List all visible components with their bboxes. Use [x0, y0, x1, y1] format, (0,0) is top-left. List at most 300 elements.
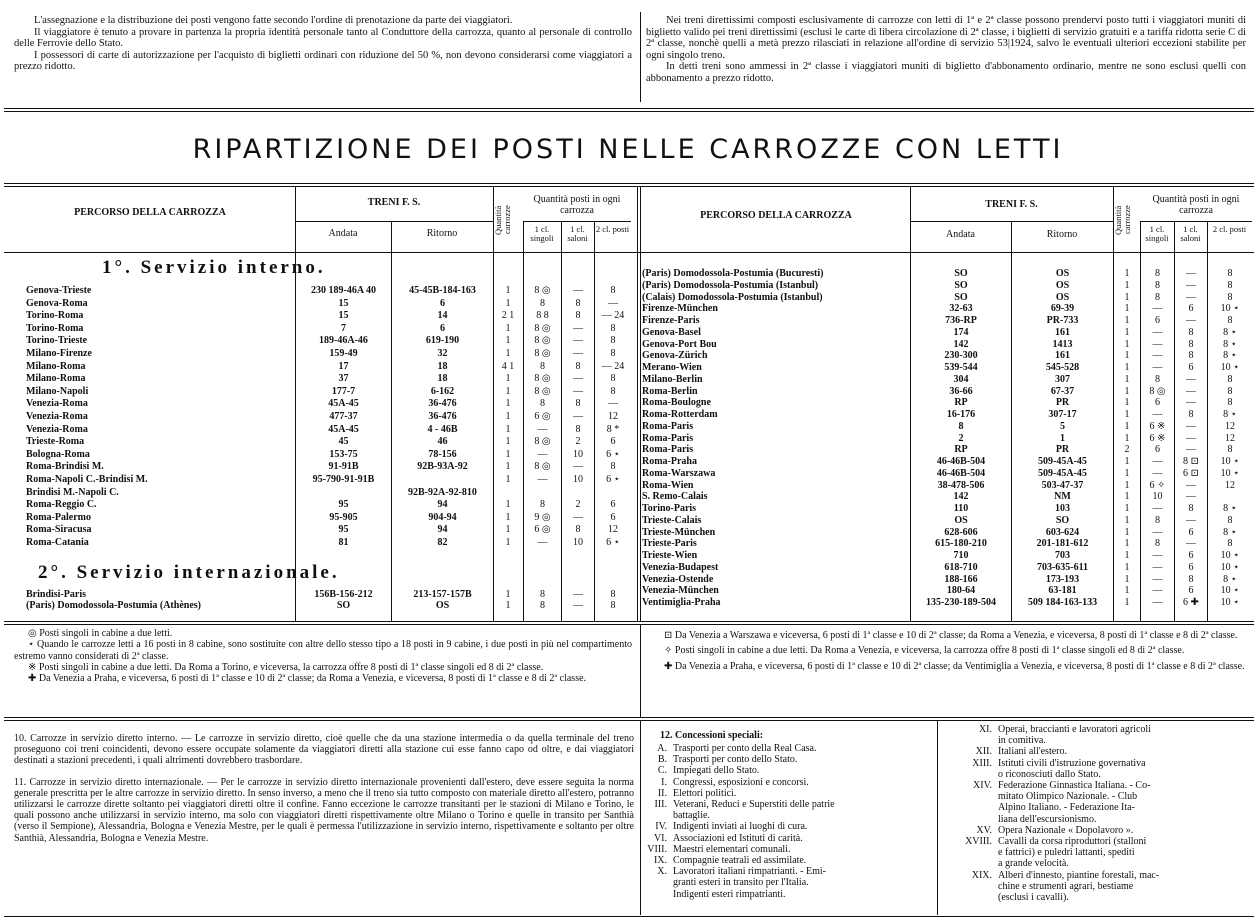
- first-class-saloni: 8 ⊡: [1183, 456, 1199, 467]
- concession-code: XI.: [978, 724, 992, 735]
- ritorno-trains: 545-528: [1045, 362, 1080, 373]
- carriage-count: 1: [1124, 397, 1130, 409]
- route-name: S. Remo-Calais: [642, 491, 708, 503]
- divider: [640, 12, 641, 102]
- concession-text: Maestri elementari comunali.: [673, 843, 791, 855]
- ritorno-trains: 78-156: [428, 448, 457, 460]
- table-row: [0, 515, 1256, 526]
- ritorno-trains: 14: [437, 310, 448, 322]
- concession-text: Impiegati dello Stato.: [673, 765, 760, 777]
- carriage-count: 1: [505, 461, 511, 473]
- divider: [4, 183, 1254, 184]
- ritorno-trains: 18: [437, 373, 448, 385]
- legend-item: ◎ Posti singoli in cabine a due letti.: [28, 628, 173, 639]
- andata-trains: 8: [958, 420, 964, 432]
- ritorno-trains: 36-476: [428, 411, 457, 422]
- concession-item: [942, 836, 1242, 847]
- second-class-seats: 8: [610, 589, 616, 600]
- route-name: Roma-Reggio C.: [26, 499, 97, 511]
- route-name: Venezia-Budapest: [642, 561, 719, 573]
- first-class-saloni: —: [1186, 385, 1196, 397]
- note-paragraph: Nei treni direttissimi composti esclusivamente di carrozze con letti di 1ª e 2ª classe possono prendervi posto tutti i viaggiatori muniti di biglietto valido pei treni direttissimi (esclusi le carte di libera circolazione di 2ª classe, i biglietti di servizio gratuiti e a tariffa ridotta serie C di 2ª classe, nonchè quelli a metà prezzo rilasciati in relazione all'ordine di servizio 53|1924, salvo le eventuali ulteriori eccezioni stabilite per ogni singolo treno.: [646, 15, 1246, 61]
- first-class-saloni: —: [573, 285, 583, 296]
- second-class-seats: 8: [1227, 397, 1233, 409]
- concession-item: [942, 825, 1242, 836]
- first-class-saloni: 10: [573, 474, 583, 485]
- first-class-saloni: —: [573, 335, 583, 347]
- second-class-seats: 8: [1227, 385, 1233, 397]
- table-row: [0, 444, 1256, 455]
- table-row: [0, 574, 1256, 585]
- carriage-count: 1: [1124, 561, 1130, 573]
- first-class-saloni: —: [573, 600, 583, 611]
- table-row: [0, 268, 1256, 279]
- first-class-singles: 8 ◎: [534, 385, 551, 397]
- ritorno-trains: 63-181: [1048, 585, 1077, 597]
- concession-code: IV.: [655, 821, 667, 833]
- second-class-seats: 6: [610, 436, 616, 448]
- first-class-singles: 6 ※: [1149, 420, 1166, 432]
- route-name: Roma-Paris: [642, 444, 694, 456]
- carriage-count: 1: [1124, 467, 1130, 479]
- concession-item: [645, 765, 945, 776]
- carriage-count: 1: [505, 348, 511, 359]
- concession-text: Elettori politici.: [673, 787, 737, 799]
- route-name: Milano-Firenze: [26, 348, 92, 359]
- carriage-count: 1: [1124, 585, 1130, 597]
- andata-trains: 615-180-210: [935, 538, 987, 550]
- second-class-seats: 8 ⋆: [1223, 573, 1237, 585]
- table-row: [0, 280, 1256, 291]
- andata-trains: 477-37: [329, 411, 358, 422]
- concession-code: VIII.: [647, 843, 667, 855]
- route-name: Roma-Palermo: [26, 511, 91, 523]
- ritorno-trains: 509 184-163-133: [1027, 597, 1098, 608]
- first-class-saloni: —: [573, 322, 583, 334]
- carriage-count: 1: [505, 385, 511, 397]
- section-heading-internazionale: 2°. Servizio internazionale.: [38, 562, 340, 583]
- column-header-singles: 1 cl. singoli: [530, 224, 554, 243]
- column-header-carriages: Quantità carrozze: [493, 205, 512, 235]
- route-name: (Paris) Domodossola-Postumia (Bucuresti): [642, 268, 824, 279]
- first-class-saloni: —: [1186, 479, 1196, 491]
- second-class-seats: 10 ⋆: [1220, 362, 1240, 373]
- legend-item: ✚ Da Venezia a Praha, e viceversa, 6 posti di 1ª classe e 10 di 2ª classe; da Roma a Venezia, e viceversa, 8 posti di 1ª classe e 8 di 2ª classe.: [28, 673, 587, 685]
- andata-trains: 304: [953, 373, 969, 385]
- first-class-saloni: —: [1186, 291, 1196, 303]
- first-class-saloni: —: [1186, 444, 1196, 456]
- concession-text: (esclusi i cavalli).: [998, 892, 1069, 903]
- legend-item: ✚ Da Venezia a Praha, e viceversa, 6 posti di 1ª classe e 10 di 2ª classe; da Ventimiglia a Venezia, e viceversa, 8 posti di 1ª classe e 8 di 2ª classe.: [664, 660, 1245, 672]
- route-name: (Paris) Domodossola-Postumia (Athènes): [26, 600, 201, 611]
- second-class-seats: 8: [1227, 444, 1233, 456]
- andata-trains: OS: [954, 514, 968, 526]
- carriage-count: 1: [1124, 597, 1130, 608]
- ritorno-trains: 94: [437, 524, 448, 536]
- concession-item: [645, 866, 945, 877]
- first-class-saloni: 8: [1188, 409, 1194, 420]
- concession-text: Associazioni ed Istituti di carità.: [673, 832, 803, 844]
- route-name: Roma-Paris: [642, 432, 694, 444]
- second-class-seats: 10 ⋆: [1220, 561, 1240, 573]
- table-row: [0, 374, 1256, 385]
- second-class-seats: 12: [608, 524, 618, 536]
- legend-right: [650, 630, 1246, 672]
- route-name: Milano-Napoli: [26, 385, 89, 397]
- ritorno-trains: 92B-93A-92: [417, 461, 468, 473]
- carriage-count: 1: [505, 322, 511, 334]
- concession-item: [942, 769, 1242, 780]
- andata-trains: 15: [338, 310, 349, 322]
- andata-trains: RP: [954, 397, 968, 409]
- carriage-count: 1: [1124, 479, 1130, 491]
- andata-trains: 618-710: [944, 561, 978, 573]
- concession-item: [942, 746, 1242, 757]
- carriage-count: 1: [505, 285, 511, 296]
- route-name: Genova-Zürich: [642, 350, 708, 362]
- andata-trains: 32-63: [949, 303, 973, 315]
- concession-item: [645, 877, 945, 888]
- second-class-seats: 10 ⋆: [1220, 585, 1240, 597]
- andata-trains: 91-91B: [328, 461, 359, 473]
- carriage-count: 1: [505, 524, 511, 536]
- concession-item: [645, 777, 945, 788]
- second-class-seats: 8: [610, 285, 616, 296]
- first-class-saloni: 6: [1188, 362, 1194, 373]
- second-class-seats: 12: [1225, 479, 1235, 491]
- second-class-seats: 10 ⋆: [1220, 550, 1240, 561]
- concession-item: [645, 844, 945, 855]
- first-class-saloni: 8: [575, 360, 581, 372]
- andata-trains: 95-905: [329, 511, 358, 523]
- concession-item: [645, 788, 945, 799]
- andata-trains: 38-478-506: [937, 479, 985, 491]
- first-class-singles: 8 ◎: [534, 436, 551, 448]
- first-class-singles: 10: [1152, 491, 1163, 503]
- andata-trains: 189-46A-46: [319, 335, 368, 347]
- andata-trains: 156B-156-212: [314, 589, 373, 600]
- andata-trains: 81: [338, 537, 349, 548]
- table-row: [0, 409, 1256, 420]
- concession-item: [645, 754, 945, 765]
- concession-text: in comitiva.: [998, 735, 1046, 747]
- carriage-count: 1: [505, 511, 511, 523]
- first-class-saloni: 6: [1188, 550, 1194, 561]
- column-header-andata: Andata: [328, 228, 358, 239]
- concession-code: A.: [657, 743, 667, 754]
- second-class-seats: 8: [1227, 291, 1233, 303]
- first-class-singles: 6 ※: [1149, 432, 1166, 444]
- route-name: Trieste-Wien: [642, 550, 698, 561]
- ritorno-trains: 45-45B-184-163: [409, 285, 476, 296]
- ritorno-trains: 1: [1060, 432, 1065, 444]
- concession-item: [942, 758, 1242, 769]
- first-class-saloni: —: [573, 348, 583, 359]
- route-name: Brindisi M.-Napoli C.: [26, 486, 119, 498]
- andata-trains: 736-RP: [945, 315, 977, 326]
- first-class-saloni: 8: [1188, 573, 1194, 585]
- route-name: Roma-Paris: [642, 420, 694, 432]
- first-class-singles: 6 ◎: [534, 524, 551, 536]
- andata-trains: SO: [954, 279, 968, 291]
- column-header-trains: TRENI F. S.: [985, 199, 1038, 210]
- carriage-count: 1: [505, 474, 511, 485]
- second-class-seats: 8: [1227, 315, 1233, 326]
- carriage-count: 1: [1124, 326, 1130, 338]
- concession-text: Italiani all'estero.: [998, 746, 1067, 758]
- ritorno-trains: OS: [1055, 268, 1070, 279]
- andata-trains: 188-166: [944, 573, 978, 585]
- second-class-seats: 8 ⋆: [1223, 350, 1237, 362]
- andata-trains: 230-300: [944, 350, 978, 362]
- carriage-count: 1: [1124, 550, 1130, 561]
- carriage-count: 1: [505, 398, 511, 410]
- first-class-saloni: —: [1186, 315, 1196, 326]
- andata-trains: 153-75: [329, 448, 358, 460]
- first-class-singles: 8: [540, 600, 545, 611]
- top-notes-left: [14, 15, 632, 73]
- andata-trains: 142: [953, 338, 969, 350]
- concession-item: [645, 799, 945, 810]
- first-class-singles: 6: [1155, 397, 1160, 409]
- concession-text: Trasporti per conto dello Stato.: [673, 754, 798, 766]
- ritorno-trains: 103: [1055, 503, 1070, 514]
- first-class-singles: —: [1152, 585, 1163, 597]
- carriage-count: 1: [1124, 503, 1130, 514]
- second-class-seats: 8 ⋆: [1223, 338, 1237, 350]
- first-class-saloni: —: [1186, 491, 1196, 503]
- concession-item: [645, 821, 945, 832]
- concession-code: XIV.: [973, 780, 992, 791]
- route-name: Ventimiglia-Praha: [642, 597, 721, 608]
- route-name: Roma-Wien: [642, 479, 694, 491]
- second-class-seats: 8: [610, 348, 616, 359]
- route-name: (Calais) Domodossola-Postumia (Istanbul): [642, 291, 823, 303]
- ritorno-trains: SO: [1055, 514, 1070, 526]
- first-class-singles: —: [1152, 550, 1163, 561]
- footnote-11: 11. Carrozze in servizio diretto internazionale. — Per le carrozze in servizio diretto internazionale provenienti dall'estero, deve essere seguita la norma generale prescritta per le altre carrozze in servizio diretto. In senso inverso, a meno che il treno sia tutto composto con materiale diretto all'estero, potranno utilizzarsi le carrozze dirette soltanto pei viaggiatori diretti oltre il confine. Fanno eccezione le carrozze transitanti per le stazioni di Milano e Torino, le quali possono anche utilizzarsi in servizio interno, ma solo con viaggiatori diretti rispettivamente oltre Milano o Torino e quelle in transito per Santhià (verso il Sempione), Alessandria, Bologna e Venezia Mestre, per le quali è permessa l'utilizzazione in servizio interno, rispettivamente e soltanto per oltre Santhià, Alessandria, Bologna e Venezia Mestre.: [14, 776, 634, 844]
- column-header-2cl: 2 cl. posti: [595, 224, 630, 234]
- first-class-saloni: —: [1186, 538, 1196, 550]
- table-row: [0, 362, 1256, 373]
- route-name: Torino-Roma: [26, 310, 84, 322]
- first-class-singles: 8 ◎: [534, 285, 551, 296]
- concession-text: Cavalli da corsa riproduttori (stalloni: [998, 836, 1147, 847]
- route-name: Genova-Roma: [26, 297, 88, 309]
- concession-code: II.: [657, 787, 667, 799]
- carriage-count: 1: [1124, 526, 1130, 538]
- carriage-count: 1: [1124, 432, 1130, 444]
- table-row: [0, 339, 1256, 350]
- column-header-route: PERCORSO DELLA CARROZZA: [74, 207, 226, 218]
- andata-trains: 7: [341, 322, 346, 334]
- route-name: Roma-Boulogne: [642, 397, 711, 409]
- first-class-saloni: —: [1186, 279, 1196, 291]
- ritorno-trains: 92B-92A-92-810: [408, 486, 477, 498]
- second-class-seats: 8 *: [606, 423, 620, 435]
- route-name: Venezia-Roma: [26, 411, 88, 422]
- ritorno-trains: 5: [1060, 420, 1065, 432]
- carriage-count: 1: [505, 448, 511, 460]
- concession-code: VI.: [653, 832, 667, 844]
- table-row: [0, 538, 1256, 549]
- carriage-count: 1: [505, 423, 511, 435]
- andata-trains: 177-7: [331, 385, 356, 397]
- andata-trains: 710: [953, 550, 969, 561]
- ritorno-trains: 46: [437, 436, 448, 448]
- carriage-count: 1: [1124, 279, 1130, 291]
- concession-code: XV.: [976, 824, 992, 836]
- concession-item: [942, 791, 1242, 802]
- first-class-saloni: —: [573, 511, 583, 523]
- route-name: Genova-Port Bou: [642, 338, 717, 350]
- carriage-count: 1: [1124, 268, 1130, 279]
- page-title: RIPARTIZIONE DEI POSTI NELLE CARROZZE CON LETTI: [192, 134, 1064, 165]
- carriage-count: 1: [1124, 373, 1130, 385]
- carriage-count: 1: [1124, 350, 1130, 362]
- first-class-saloni: 6: [1188, 585, 1194, 597]
- route-name: Roma-Siracusa: [26, 524, 92, 536]
- first-class-singles: —: [537, 537, 548, 548]
- route-name: Milano-Roma: [26, 360, 86, 372]
- route-name: Firenze-Paris: [642, 315, 700, 326]
- carriage-count: 1: [1124, 385, 1130, 397]
- first-class-saloni: —: [1186, 268, 1196, 279]
- first-class-singles: —: [537, 448, 548, 460]
- first-class-singles: —: [1152, 456, 1163, 467]
- legend-item: ✧ Posti singoli in cabine a due letti. Da Roma a Venezia, e viceversa, la carrozza offre 8 posti di 1ª classe singoli ed 8 di 2ª classe.: [664, 645, 1185, 657]
- concession-code: XIX.: [971, 869, 992, 881]
- first-class-singles: 8: [540, 499, 545, 511]
- first-class-singles: 9 ◎: [534, 511, 551, 523]
- first-class-saloni: —: [573, 461, 583, 473]
- table-row: [0, 480, 1256, 491]
- table-row: [0, 468, 1256, 479]
- first-class-singles: —: [1152, 326, 1163, 338]
- first-class-saloni: —: [1186, 514, 1196, 526]
- carriage-count: 1: [505, 297, 511, 309]
- first-class-saloni: 8: [575, 297, 581, 309]
- carriage-count: 1: [505, 411, 511, 422]
- concession-text: chine e strumenti agrari, bestiame: [998, 880, 1134, 892]
- ritorno-trains: 503-47-37: [1041, 479, 1084, 491]
- first-class-saloni: 6 ✚: [1183, 597, 1199, 608]
- first-class-singles: 8: [540, 589, 545, 600]
- ritorno-trains: 161: [1055, 326, 1070, 338]
- ritorno-trains: 509-45A-45: [1038, 467, 1087, 479]
- first-class-singles: —: [1152, 526, 1163, 538]
- carriage-count: 1: [1124, 538, 1130, 550]
- ritorno-trains: 6: [440, 297, 445, 309]
- second-class-seats: 12: [608, 411, 618, 422]
- andata-trains: 37: [338, 373, 349, 385]
- column-header-trains: TRENI F. S.: [367, 197, 421, 208]
- concession-item: [942, 814, 1242, 825]
- andata-trains: 95: [338, 524, 349, 536]
- first-class-saloni: 6 ⊡: [1183, 467, 1199, 479]
- route-name: Venezia-Roma: [26, 398, 88, 410]
- table-row: [0, 456, 1256, 467]
- column-header-saloni: 1 cl. saloni: [567, 224, 588, 243]
- carriage-count: 1: [1124, 491, 1130, 503]
- route-name: Merano-Wien: [642, 362, 702, 373]
- ritorno-trains: 94: [437, 499, 448, 511]
- first-class-singles: 8 ◎: [534, 322, 551, 334]
- table-row: [0, 562, 1256, 573]
- andata-trains: 95: [338, 499, 349, 511]
- carriage-count: 1: [505, 537, 511, 548]
- first-class-singles: 6 ✧: [1149, 479, 1166, 491]
- table-row: [0, 315, 1256, 326]
- ritorno-trains: 69-39: [1050, 303, 1075, 315]
- route-name: Roma-Berlin: [642, 385, 698, 397]
- route-name: Torino-Roma: [26, 322, 84, 334]
- route-name: Torino-Paris: [642, 503, 697, 514]
- first-class-singles: —: [1152, 467, 1163, 479]
- route-name: Venezia-Ostende: [642, 573, 714, 585]
- table-row: [0, 585, 1256, 596]
- first-class-singles: 6: [1155, 444, 1160, 456]
- ritorno-trains: 82: [437, 537, 448, 548]
- second-class-seats: —: [608, 297, 618, 309]
- ritorno-trains: NM: [1054, 491, 1071, 503]
- route-name: Genova-Basel: [642, 326, 701, 338]
- second-class-seats: 8 ⋆: [1223, 503, 1237, 514]
- route-name: Genova-Trieste: [26, 285, 92, 296]
- second-class-seats: 6 ⋆: [606, 537, 620, 548]
- second-class-seats: 8 ⋆: [1223, 326, 1237, 338]
- andata-trains: 539-544: [944, 362, 978, 373]
- table-row: [0, 397, 1256, 408]
- route-name: Roma-Warszawa: [642, 467, 716, 479]
- concession-item: [942, 847, 1242, 858]
- column-header-carriages: Quantità carrozze: [1113, 205, 1132, 235]
- ritorno-trains: 36-476: [428, 398, 457, 410]
- concession-code: I.: [661, 776, 667, 788]
- concession-item: [942, 870, 1242, 881]
- route-name: Torino-Trieste: [26, 335, 88, 347]
- route-name: Milano-Berlin: [642, 373, 703, 385]
- carriage-count: 2 1: [501, 310, 515, 322]
- second-class-seats: 6 ⋆: [606, 448, 620, 460]
- concession-item: [942, 724, 1242, 735]
- ritorno-trains: 161: [1055, 350, 1070, 362]
- first-class-singles: 8: [540, 398, 545, 410]
- second-class-seats: 8: [1227, 538, 1233, 550]
- first-class-singles: 8: [1155, 279, 1160, 291]
- concession-text: Indigenti inviati ai luoghi di cura.: [673, 821, 808, 833]
- table-row: [0, 433, 1256, 444]
- first-class-saloni: —: [573, 373, 583, 385]
- column-header-ritorno: Ritorno: [426, 228, 458, 239]
- divider: [4, 621, 1254, 622]
- concession-text: Congressi, esposizioni e concorsi.: [673, 776, 809, 788]
- route-name: Bologna-Roma: [26, 448, 90, 460]
- andata-trains: 2: [958, 432, 964, 444]
- concession-code: III.: [654, 799, 667, 810]
- first-class-saloni: 8: [1188, 326, 1194, 338]
- andata-trains: 180-64: [946, 585, 976, 597]
- first-class-singles: —: [1152, 561, 1163, 573]
- second-class-seats: 8: [610, 373, 616, 385]
- concession-item: [942, 892, 1242, 903]
- concession-text: liana dell'escursionismo.: [998, 813, 1097, 825]
- ritorno-trains: 703: [1055, 550, 1070, 561]
- andata-trains: 16-176: [946, 409, 976, 420]
- note-paragraph: I possessori di carte di autorizzazione per l'acquisto di biglietti ordinari con riduzione del 50 %, non devono considerarsi come viaggiatori a prezzo ridotto.: [14, 49, 632, 72]
- column-header-andata: Andata: [946, 229, 975, 240]
- second-class-seats: 6: [610, 499, 616, 511]
